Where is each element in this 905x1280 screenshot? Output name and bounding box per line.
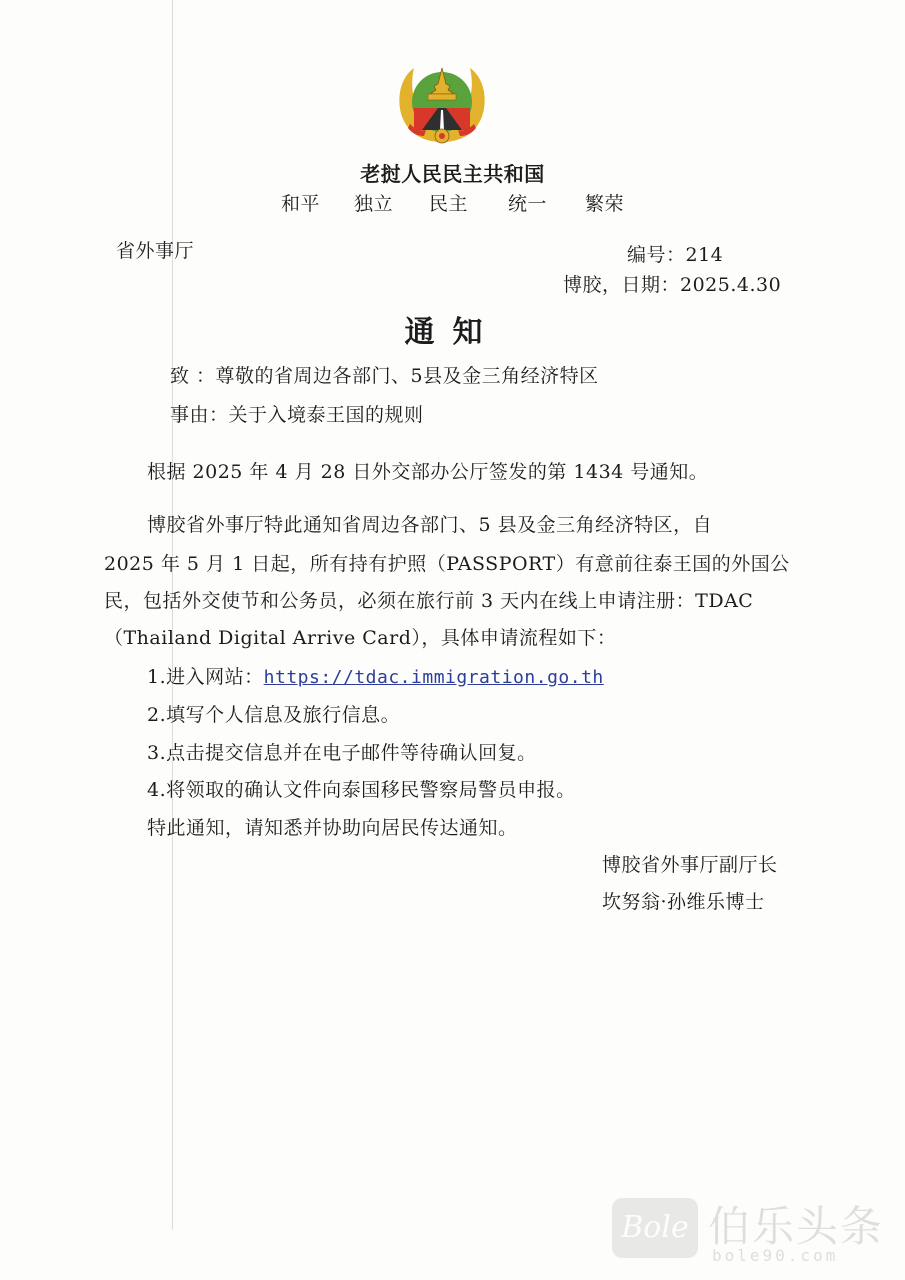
step-2: 2.填写个人信息及旅行信息。 [147,704,401,726]
motto-peace: 和平 [280,193,320,215]
document-number: 编号：214 [627,244,724,266]
signatory-title: 博胶省外事厅副厅长 [602,854,778,876]
motto-unity: 统一 [508,193,548,215]
addressee-line: 致 ：尊敬的省周边各部门、5县及金三角经济特区 [170,365,599,387]
body-line-3: 民，包括外交使节和公务员，必须在旅行前 3 天内在线上申请注册：TDAC [104,590,754,612]
body-line-4: （Thailand Digital Arrive Card），具体申请流程如下： [104,627,617,649]
step-1 [147,668,604,687]
country-name: 老挝人民民主共和国 [360,162,545,186]
site-watermark [612,1192,897,1274]
motto-democracy: 民主 [428,193,468,215]
body-line-2: 2025 年 5 月 1 日起，所有持有护照（PASSPORT）有意前往泰王国的外国公 [104,553,790,575]
watermark-name: 伯乐头条 [708,1202,885,1251]
step-3: 3.点击提交信息并在电子邮件等待确认回复。 [147,742,537,764]
national-motto [0,195,905,214]
watermark-url: bole90.com [712,1246,839,1265]
motto-independence: 独立 [353,193,393,215]
step-1-label: 1.进入网站： [147,666,264,688]
national-emblem-icon [392,58,492,146]
scan-fold-line [172,0,173,1230]
subject-line: 事由：关于入境泰王国的规则 [170,404,424,426]
step-4: 4.将领取的确认文件向泰国移民警察局警员申报。 [147,779,576,801]
place-and-date: 博胶，日期：2025.4.30 [563,274,782,296]
body-line-1: 博胶省外事厅特此通知省周边各部门、5 县及金三角经济特区，自 [147,514,713,536]
closing-line: 特此通知，请知悉并协助向居民传达通知。 [147,817,518,839]
reference-paragraph: 根据 2025 年 4 月 28 日外交部办公厅签发的第 1434 号通知。 [147,461,709,483]
signatory-name: 坎努翁·孙维乐博士 [602,891,765,913]
document-title: 通知 [404,315,501,350]
issuing-office: 省外事厅 [116,240,195,262]
motto-prosperity: 繁荣 [585,193,625,215]
tdac-website-link[interactable]: https://tdac.immigration.go.th [263,667,604,688]
watermark-logo: Bole [612,1198,698,1258]
